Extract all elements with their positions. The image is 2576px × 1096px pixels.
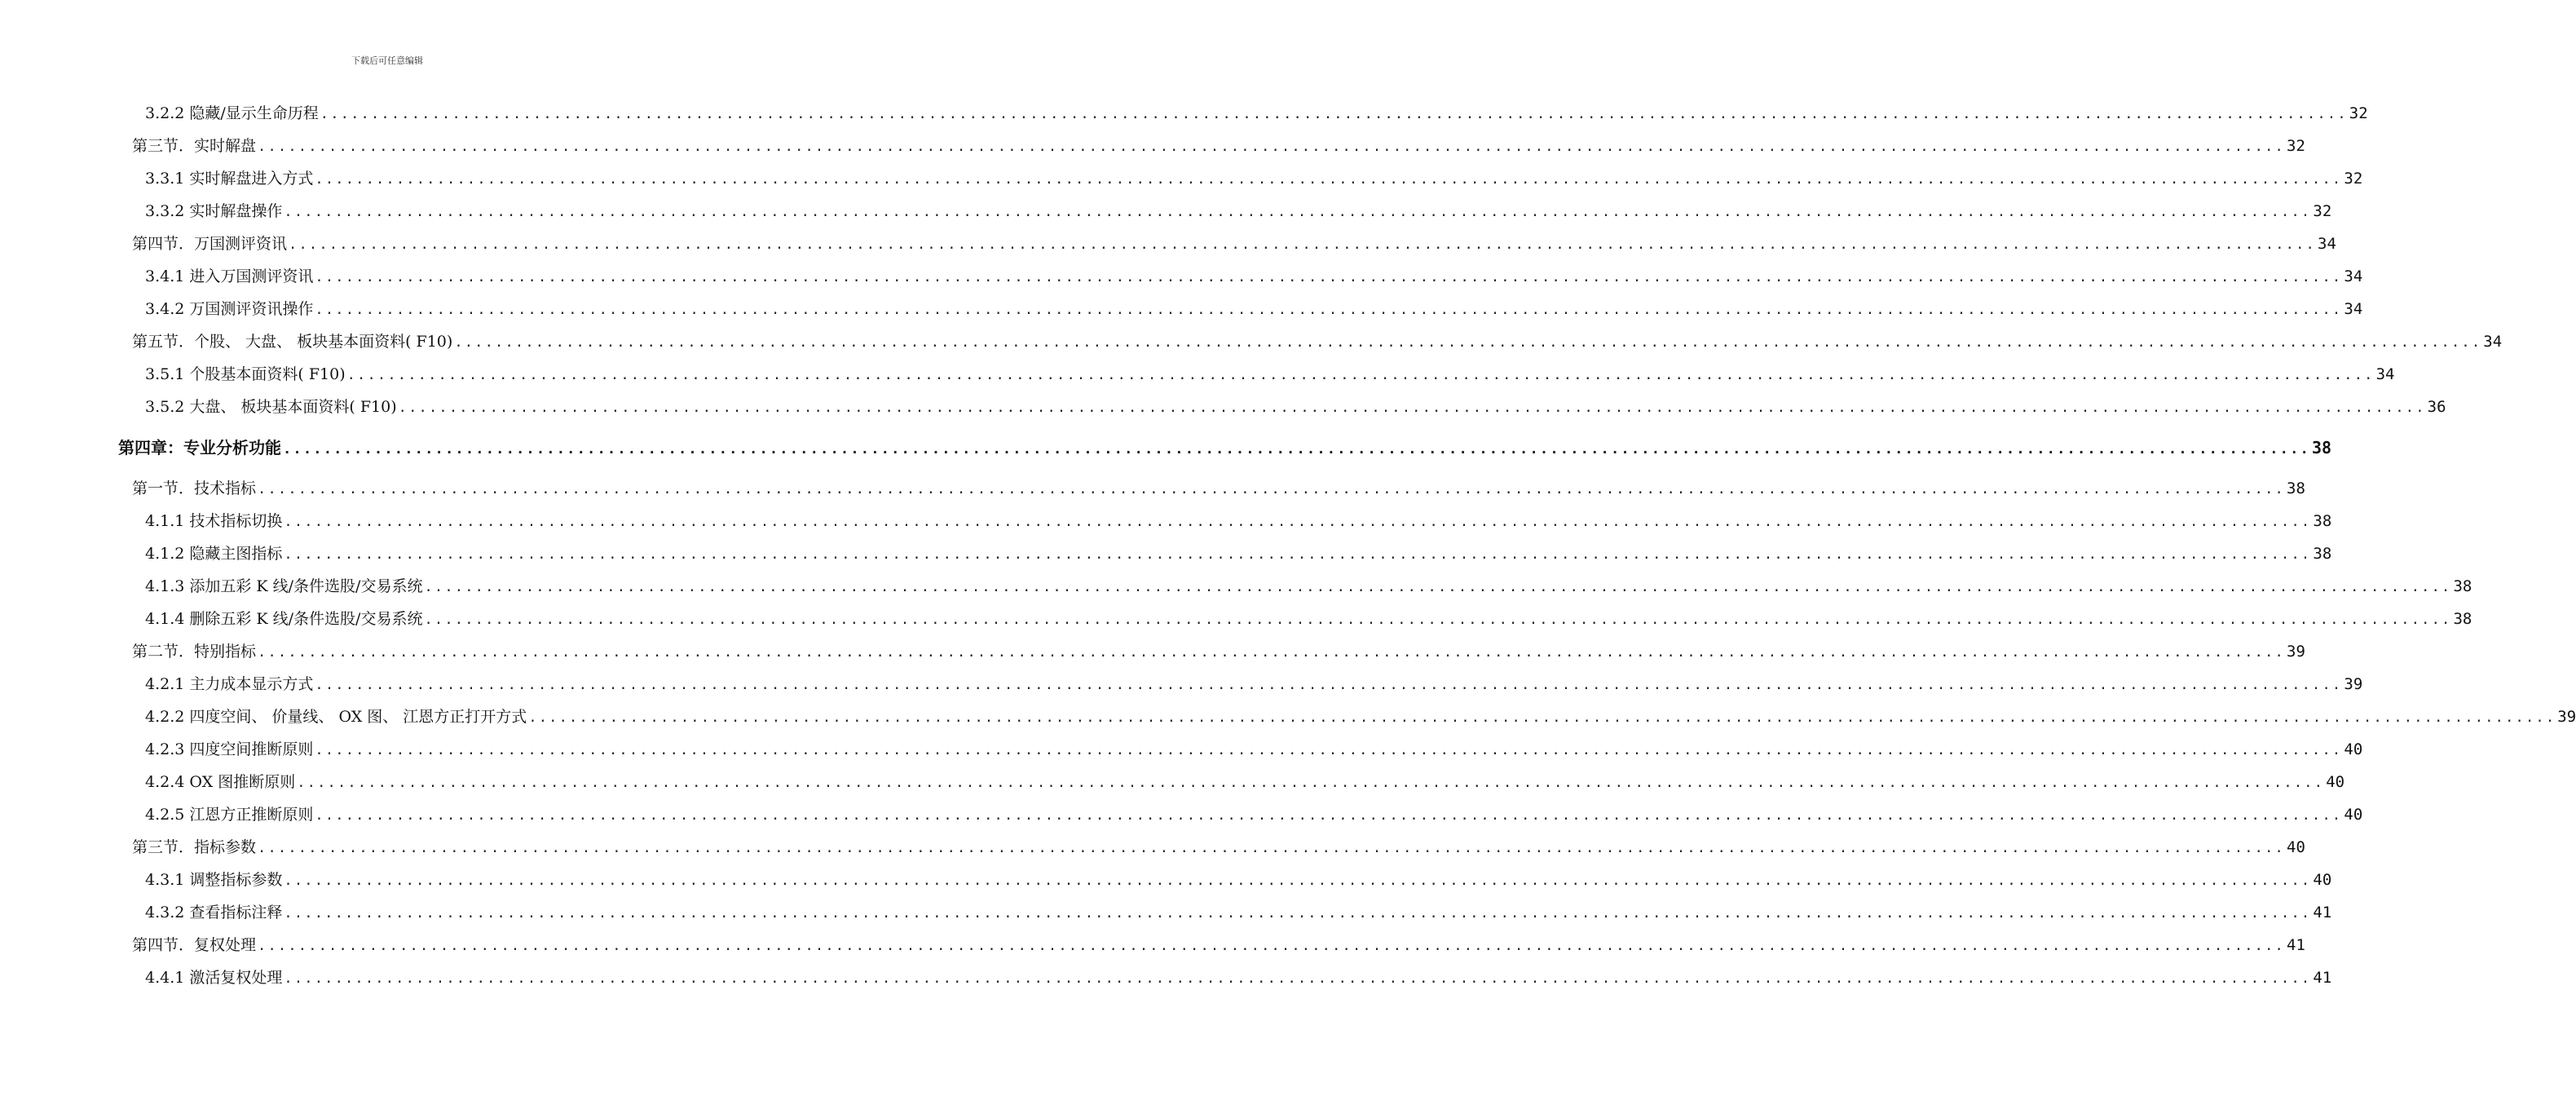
toc-entry[interactable] (132, 135, 2305, 157)
toc-entry[interactable] (132, 837, 2305, 859)
toc-entry-title: 第二节．特别指标 (132, 643, 257, 661)
toc-leader-dots: ........................................................................................................................................................................................................ (315, 742, 2343, 758)
toc-entry-page: 32 (2349, 104, 2368, 122)
toc-leader-dots: ........................................................................................................................................................................................................ (315, 677, 2343, 693)
toc-entry[interactable] (145, 902, 2332, 924)
toc-entry[interactable] (132, 331, 2503, 353)
toc-entry[interactable] (145, 739, 2363, 761)
toc-entry[interactable] (132, 478, 2305, 500)
toc-entry[interactable] (145, 967, 2332, 989)
toc-entry-page: 36 (2427, 398, 2446, 416)
toc-leader-dots: ........................................................................................................................................................................................................ (283, 441, 2310, 457)
toc-entry[interactable] (145, 396, 2446, 418)
toc-entry-page: 38 (2313, 512, 2332, 530)
toc-entry-page: 34 (2318, 235, 2336, 253)
toc-entry-title: 4.2.5 江恩方正推断原则 (145, 806, 314, 824)
toc-entry-page: 39 (2344, 675, 2363, 693)
toc-entry[interactable] (132, 935, 2305, 957)
toc-entry[interactable] (145, 510, 2332, 533)
toc-entry-title: 4.3.1 调整指标参数 (145, 871, 283, 889)
toc-entry-title: 第一节．技术指标 (132, 480, 257, 497)
toc-entry-page: 32 (2313, 202, 2332, 220)
toc-leader-dots: ........................................................................................................................................................................................................ (289, 236, 2316, 253)
toc-entry-page: 34 (2344, 267, 2363, 285)
toc-entry-title: 3.3.2 实时解盘操作 (145, 202, 283, 220)
toc-entry[interactable] (118, 437, 2332, 460)
toc-entry-title: 第五节．个股、 大盘、 板块基本面资料( F10) (132, 333, 453, 351)
toc-leader-dots: ........................................................................................................................................................................................................ (258, 139, 2285, 155)
toc-entry[interactable] (145, 298, 2363, 320)
toc-leader-dots: ........................................................................................................................................................................................................ (320, 106, 2348, 122)
toc-entry-page: 34 (2375, 365, 2395, 383)
toc-entry-page: 40 (2344, 806, 2363, 824)
toc-entry-title: 3.4.1 进入万国测评资讯 (145, 267, 314, 285)
toc-leader-dots: ........................................................................................................................................................................................................ (454, 334, 2482, 351)
toc-entry[interactable] (145, 266, 2363, 288)
toc-entry-page: 38 (2287, 480, 2305, 497)
toc-entry-title: 4.2.2 四度空间、 价量线、 OX 图、 江恩方正打开方式 (145, 708, 527, 726)
toc-leader-dots: ........................................................................................................................................................................................................ (284, 204, 2312, 220)
toc-entry-title: 4.2.4 OX 图推断原则 (145, 773, 296, 791)
toc-leader-dots: ........................................................................................................................................................................................................ (424, 612, 2452, 628)
toc-entry-title: 第三节．指标参数 (132, 838, 257, 856)
toc-entry-title: 第四章：专业分析功能 (118, 438, 281, 457)
toc-entry[interactable] (145, 364, 2395, 386)
toc-leader-dots: ........................................................................................................................................................................................................ (284, 546, 2312, 563)
toc-entry[interactable] (145, 608, 2472, 630)
toc-leader-dots: ........................................................................................................................................................................................................ (258, 938, 2285, 954)
toc-entry-page: 40 (2287, 838, 2305, 856)
toc-leader-dots: ........................................................................................................................................................................................................ (398, 400, 2426, 416)
toc-entry-page: 38 (2453, 610, 2472, 628)
toc-entry-page: 34 (2483, 333, 2503, 351)
toc-entry-page: 32 (2287, 137, 2305, 155)
toc-leader-dots: ........................................................................................................................................................................................................ (315, 269, 2343, 285)
toc-entry-page: 40 (2313, 871, 2332, 889)
toc-entry[interactable] (145, 103, 2368, 125)
toc-leader-dots: ........................................................................................................................................................................................................ (315, 807, 2343, 824)
toc-entry-page: 38 (2453, 577, 2472, 595)
toc-entry[interactable] (145, 706, 2576, 728)
toc-leader-dots: ........................................................................................................................................................................................................ (284, 970, 2312, 987)
toc-entry-title: 4.3.2 查看指标注释 (145, 904, 283, 921)
toc-entry-page: 41 (2313, 969, 2332, 987)
toc-entry-page: 34 (2344, 300, 2363, 318)
toc-entry-title: 3.5.2 大盘、 板块基本面资料( F10) (145, 398, 397, 416)
toc-leader-dots: ........................................................................................................................................................................................................ (346, 367, 2375, 383)
toc-entry-page: 40 (2344, 740, 2363, 758)
toc-entry-page: 40 (2326, 773, 2345, 791)
toc-entry-title: 第三节．实时解盘 (132, 137, 257, 155)
toc-entry-page: 39 (2287, 643, 2305, 661)
toc-entry-page: 32 (2344, 170, 2363, 188)
toc-entry[interactable] (145, 576, 2472, 598)
toc-entry-title: 3.4.2 万国测评资讯操作 (145, 300, 314, 318)
toc-entry-page: 38 (2313, 545, 2332, 563)
toc-entry-title: 4.4.1 激活复权处理 (145, 969, 283, 987)
toc-leader-dots: ........................................................................................................................................................................................................ (258, 644, 2285, 661)
toc-leader-dots: ........................................................................................................................................................................................................ (258, 840, 2285, 856)
toc-leader-dots: ........................................................................................................................................................................................................ (284, 514, 2312, 530)
toc-entry-title: 第四节．万国测评资讯 (132, 235, 288, 253)
page-header: 下载后可任意编辑 (351, 55, 423, 66)
toc-leader-dots: ........................................................................................................................................................................................................ (528, 709, 2556, 726)
toc-entry[interactable] (145, 201, 2332, 223)
toc-entry-page: 38 (2311, 438, 2332, 457)
toc-entry[interactable] (145, 543, 2332, 565)
toc-leader-dots: ........................................................................................................................................................................................................ (258, 481, 2285, 497)
toc-entry-title: 3.5.1 个股基本面资料( F10) (145, 365, 346, 383)
toc-entry-title: 4.1.4 删除五彩 K 线/条件选股/交易系统 (145, 610, 423, 628)
toc-entry[interactable] (145, 674, 2363, 696)
toc-entry-title: 4.2.1 主力成本显示方式 (145, 675, 314, 693)
toc-entry[interactable] (132, 233, 2336, 255)
toc-entry-title: 3.2.2 隐藏/显示生命历程 (145, 104, 319, 122)
toc-entry[interactable] (145, 168, 2363, 190)
toc-leader-dots: ........................................................................................................................................................................................................ (315, 171, 2343, 188)
toc-entry-title: 4.1.3 添加五彩 K 线/条件选股/交易系统 (145, 577, 423, 595)
toc-leader-dots: ........................................................................................................................................................................................................ (284, 873, 2312, 889)
toc-entry-title: 4.1.1 技术指标切换 (145, 512, 283, 530)
toc-entry-title: 3.3.1 实时解盘进入方式 (145, 170, 314, 188)
toc-leader-dots: ........................................................................................................................................................................................................ (297, 775, 2325, 791)
toc-entry-page: 41 (2313, 904, 2332, 921)
toc-entry-page: 39 (2557, 708, 2576, 726)
toc-entry-title: 4.2.3 四度空间推断原则 (145, 740, 314, 758)
toc-entry[interactable] (145, 804, 2363, 826)
toc-entry-page: 41 (2287, 936, 2305, 954)
toc-entry[interactable] (132, 641, 2305, 663)
toc-leader-dots: ........................................................................................................................................................................................................ (424, 579, 2452, 595)
toc-leader-dots: ........................................................................................................................................................................................................ (284, 905, 2312, 921)
toc-entry[interactable] (145, 771, 2345, 793)
toc-entry[interactable] (145, 869, 2332, 891)
toc-entry-title: 4.1.2 隐藏主图指标 (145, 545, 283, 563)
toc-leader-dots: ........................................................................................................................................................................................................ (315, 302, 2343, 318)
toc-entry-title: 第四节．复权处理 (132, 936, 257, 954)
